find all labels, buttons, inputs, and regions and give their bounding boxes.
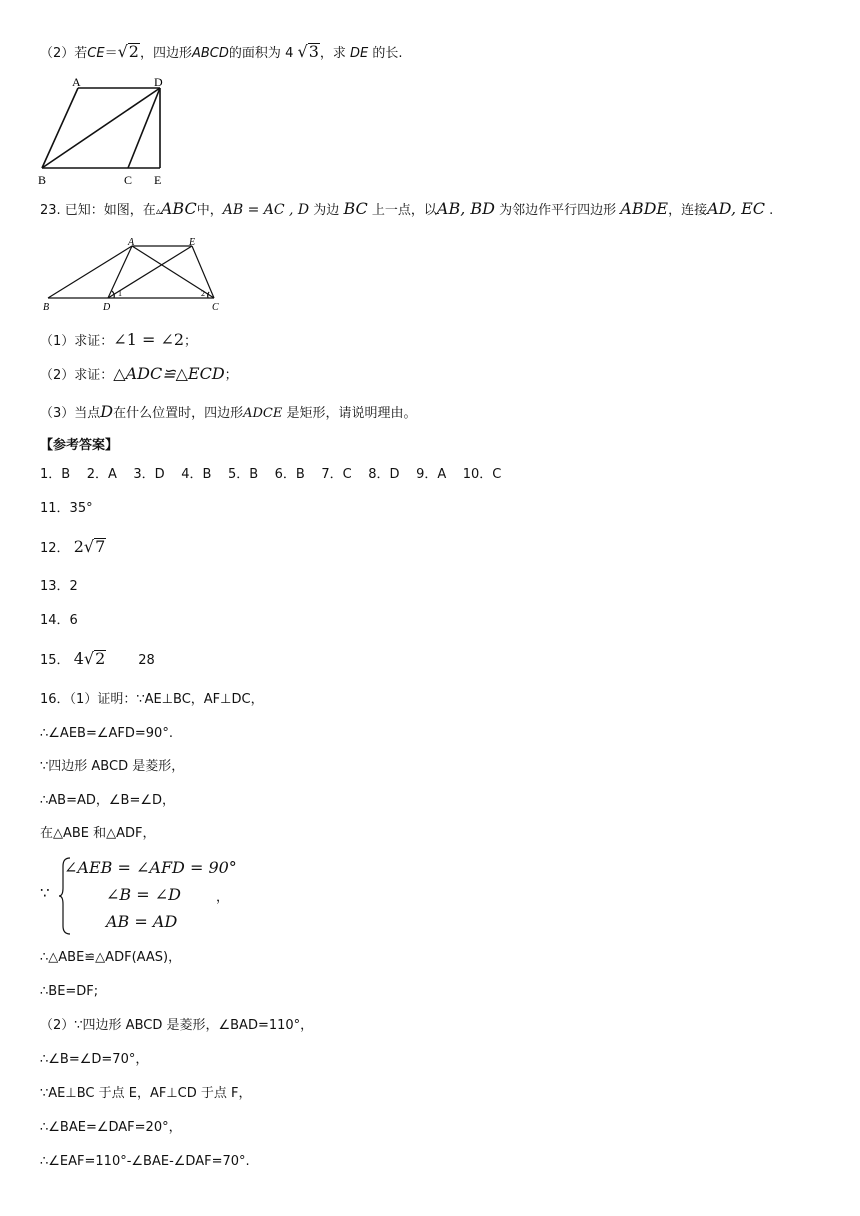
q23-p2-end: ； <box>224 368 238 383</box>
sqrt-2-answer: √2 <box>83 649 106 668</box>
answer-12 <box>40 537 106 559</box>
q23-p3-end: 是矩形，请说明理由。 <box>286 406 417 421</box>
sol16-line12: ∴∠EAF=110°-∠BAE-∠DAF=70°. <box>40 1154 250 1169</box>
label-e: E <box>189 237 196 248</box>
label-e: E <box>154 173 162 187</box>
q23-abc: ABC <box>160 199 197 218</box>
q23-p2-label: （2）求证： <box>40 368 114 383</box>
sqrt-3: √3 <box>297 42 319 61</box>
label-angle-1: 1 <box>118 289 122 298</box>
q23-p3-d: D <box>100 402 114 421</box>
q22-mid: ，四边形 <box>139 46 192 61</box>
figure-parallelogram-abcd <box>30 74 180 192</box>
q23-ad-ec: AD, EC <box>707 199 766 218</box>
sol16-line2: ∴∠AEB=∠AFD=90°. <box>40 726 173 741</box>
system-comma: ， <box>216 890 230 905</box>
sqrt-2: √2 <box>117 42 139 61</box>
q23-bc: BC <box>343 199 368 218</box>
q23-part1 <box>40 330 197 352</box>
sol16-line6: ∴△ABE≌△ADF(AAS)， <box>40 950 182 965</box>
because-symbol: ∵ <box>40 884 50 902</box>
sqrt-2-answer-radicand: 2 <box>95 649 106 668</box>
answers-heading: 【参考答案】 <box>40 438 119 453</box>
q23-stem <box>40 199 773 222</box>
answer-14: 14．6 <box>40 613 78 628</box>
sqrt-7-radicand: 7 <box>95 537 106 556</box>
q22-mid2: 的面积为 <box>228 46 281 61</box>
q23-number: 23. 已知：如图，在 <box>40 203 156 218</box>
answer-15-coef: 4 <box>73 649 84 668</box>
q23-part3 <box>40 402 417 424</box>
answer-15-second: 28 <box>138 653 155 668</box>
q23-condition: AB = AC , D <box>222 202 310 218</box>
label-a: A <box>72 75 81 89</box>
edge-dc <box>128 88 160 168</box>
figure-parallelogram-abde <box>38 236 228 316</box>
q22-ce: CE <box>87 46 105 61</box>
q23-zuo: 为邻边作平行四边形 <box>499 203 617 218</box>
q23-p3-adce: ADCE <box>243 406 283 421</box>
sqrt-3-radicand: 3 <box>308 42 319 61</box>
system-eq1: ∠AEB = ∠AFD = 90° <box>64 858 237 877</box>
label-b: B <box>38 173 47 187</box>
answer-12-number: 12． <box>40 541 70 556</box>
sol16-line4: ∴AB=AD，∠B=∠D， <box>40 793 176 808</box>
q23-lian: ，连接 <box>668 203 708 218</box>
sqrt-2-radicand: 2 <box>128 42 139 61</box>
q23-p2-math: △ADC≌△ECD <box>113 364 225 383</box>
q23-part2 <box>40 364 238 386</box>
q22-coef: 4 <box>285 46 294 61</box>
answer-15-number: 15． <box>40 653 70 668</box>
system-eq2: ∠B = ∠D <box>106 885 181 904</box>
q23-p3-label: （3）当点 <box>40 406 101 421</box>
label-angle-2: 2 <box>201 289 205 298</box>
label-c: C <box>212 302 219 313</box>
sol16-line8: （2）∵四边形 ABCD 是菱形，∠BAD=110°， <box>40 1018 314 1033</box>
q23-ab-bd: AB, BD <box>436 199 495 218</box>
answer-11: 11．35° <box>40 501 93 516</box>
system-eq3: AB = AD <box>106 912 178 931</box>
q23-abde: ABDE <box>620 199 669 218</box>
sol16-line11: ∴∠BAE=∠DAF=20°， <box>40 1120 182 1135</box>
q23-p3-mid: 在什么位置时，四边形 <box>113 406 244 421</box>
sol16-line5: 在△ABE 和△ADF， <box>40 826 156 841</box>
sol16-line7: ∴BE=DF; <box>40 984 99 999</box>
q23-p1-label: （1）求证： <box>40 334 114 349</box>
q23-zhong: 中， <box>196 203 223 218</box>
sqrt-7: √7 <box>83 537 106 556</box>
q23-p1-end: ； <box>184 334 198 349</box>
label-d: D <box>103 302 111 313</box>
sol16-line3: ∵四边形 ABCD 是菱形， <box>40 759 185 774</box>
choice-answers: 1．B 2．A 3．D 4．B 5．B 6．B 7．C 8．D 9．A 10．C <box>40 467 502 482</box>
q22-part2-line <box>40 42 403 64</box>
label-b: B <box>43 302 50 313</box>
q22-end: 的长. <box>372 46 403 61</box>
triangle-symbol: ▵ <box>155 206 161 217</box>
q22-de: DE <box>350 46 369 61</box>
label-c: C <box>124 173 133 187</box>
label-d: D <box>154 75 163 89</box>
q23-wei: 为边 <box>313 203 340 218</box>
q22-abcd: ABCD <box>192 46 229 61</box>
answer-13: 13．2 <box>40 579 78 594</box>
q22-eq: ＝ <box>104 46 118 61</box>
q23-shang: 上一点，以 <box>371 203 437 218</box>
q22-label: （2）若 <box>40 46 88 61</box>
sol16-line1: 16．（1）证明：∵AE⊥BC，AF⊥DC， <box>40 692 264 707</box>
equation-system <box>40 852 300 938</box>
sol16-line10: ∵AE⊥BC 于点 E，AF⊥CD 于点 F， <box>40 1086 252 1101</box>
answer-15 <box>40 649 155 671</box>
q22-tail: ，求 <box>319 46 346 61</box>
answer-12-coef: 2 <box>73 537 84 556</box>
q23-dot: . <box>769 203 774 218</box>
label-a: A <box>128 237 135 248</box>
q23-p1-math: ∠1 = ∠2 <box>113 330 185 349</box>
sol16-line9: ∴∠B=∠D=70°， <box>40 1052 149 1067</box>
